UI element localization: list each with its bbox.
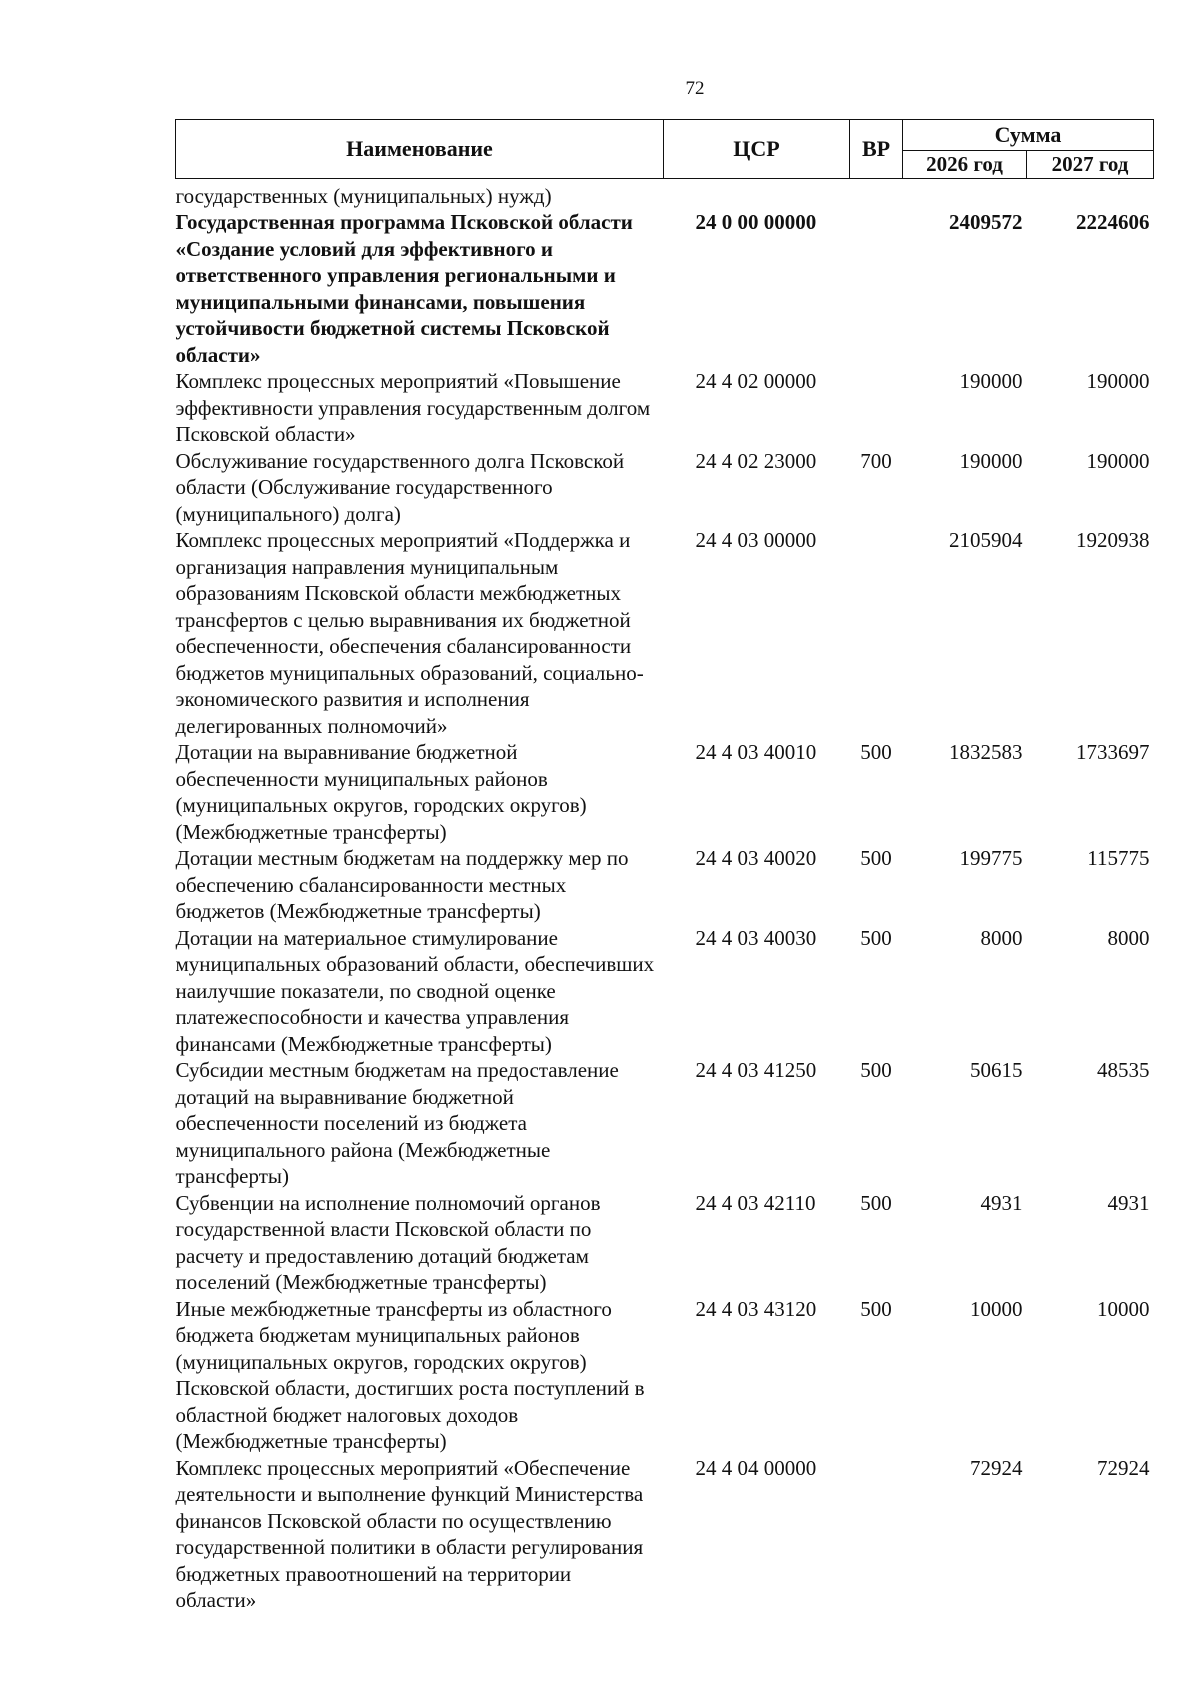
header-year-2026: 2026 год — [903, 151, 1027, 179]
row-vr — [850, 1455, 903, 1614]
row-sum-2027: 72924 — [1097, 1455, 1150, 1480]
table-row — [176, 739, 1154, 845]
table-row — [176, 845, 1154, 925]
row-sum-2026: 10000 — [970, 1296, 1023, 1321]
row-name: Комплекс процессных мероприятий «Повышение эффективности управления государственным долгом Псковской области» — [175, 369, 651, 446]
budget-table — [175, 119, 1154, 1614]
row-sum-2026: 2105904 — [949, 528, 1023, 552]
header-name: Наименование — [176, 120, 664, 179]
row-vr — [850, 209, 903, 368]
row-sum-2027: 8000 — [1107, 925, 1150, 950]
row-csr: 24 4 03 40030 — [695, 925, 817, 950]
row-sum-2026: 72924 — [970, 1455, 1023, 1480]
row-sum-2026: 4931 — [980, 1190, 1023, 1215]
row-vr — [850, 527, 903, 739]
row-csr: 24 4 02 00000 — [695, 369, 817, 393]
row-name: Субвенции на исполнение полномочий органов государственной власти Псковской области по расчету и предоставлению дотаций бюджетам поселений (Межбюджетные трансферты) — [175, 1190, 601, 1294]
row-csr: 24 4 03 40010 — [695, 740, 817, 764]
row-name: Комплекс процессных мероприятий «Поддержка и организация направления муниципальным образованиям Псковской области межбюджетных трансфертов с целью выравнивания их бюджетной обеспеченности, обеспечения сбалансированности бюджетов муниципальных образований, социально-экономического развития и исполнения делегированных полномочий» — [175, 528, 644, 738]
row-sum-2026 — [903, 178, 1027, 209]
row-name: Обслуживание государственного долга Псковской области (Обслуживание государственного (муниципального) долга) — [175, 448, 625, 526]
row-sum-2027: 115775 — [1087, 846, 1150, 870]
row-name: государственных (муниципальных) нужд) — [175, 183, 552, 208]
row-csr: 24 4 03 41250 — [695, 1058, 817, 1082]
row-sum-2027: 190000 — [1086, 448, 1150, 473]
row-csr: 24 4 04 00000 — [695, 1455, 817, 1480]
row-vr: 500 — [860, 740, 892, 764]
header-vr: ВР — [850, 120, 903, 179]
row-name: Государственная программа Псковской области «Создание условий для эффективного и ответственного управления региональными и муниципальными финансами, повышения устойчивости бюджетной системы Псковской области» — [175, 210, 633, 367]
row-csr — [664, 178, 850, 209]
row-vr — [850, 368, 903, 448]
row-sum-2027: 10000 — [1097, 1296, 1150, 1321]
table-row — [176, 1296, 1154, 1455]
header-sum: Сумма — [903, 120, 1154, 151]
table-row — [176, 1455, 1154, 1614]
row-sum-2026: 190000 — [959, 448, 1023, 473]
row-sum-2026: 1832583 — [949, 740, 1023, 764]
row-vr: 700 — [860, 448, 892, 473]
row-vr — [850, 178, 903, 209]
row-vr: 500 — [860, 1190, 892, 1215]
row-csr: 24 4 03 42110 — [695, 1190, 816, 1215]
page-number: 72 — [685, 78, 705, 99]
row-sum-2026: 199775 — [959, 846, 1023, 870]
table-row — [176, 448, 1154, 528]
table-row — [176, 178, 1154, 209]
row-sum-2027: 1733697 — [1076, 740, 1150, 764]
header-csr: ЦСР — [664, 120, 850, 179]
row-csr: 24 4 03 00000 — [695, 528, 817, 552]
row-csr: 24 0 00 00000 — [695, 210, 817, 234]
row-sum-2026: 8000 — [980, 925, 1023, 950]
table-row — [176, 209, 1154, 368]
row-name: Дотации на материальное стимулирование муниципальных образований области, обеспечивших наилучшие показатели, по сводной оценке платежеспособности и качества управления финансами (Межбюджетные трансферты) — [175, 925, 655, 1056]
row-csr: 24 4 03 40020 — [695, 846, 817, 870]
row-sum-2027: 1920938 — [1076, 528, 1150, 552]
row-vr: 500 — [860, 1296, 892, 1321]
row-vr: 500 — [860, 1058, 892, 1082]
row-name: Дотации местным бюджетам на поддержку мер по обеспечению сбалансированности местных бюджетов (Межбюджетные трансферты) — [175, 846, 629, 923]
table-header — [176, 120, 1154, 179]
table-row — [176, 1190, 1154, 1296]
row-sum-2027: 4931 — [1107, 1190, 1150, 1215]
row-sum-2027: 48535 — [1097, 1058, 1150, 1082]
row-sum-2026: 2409572 — [949, 210, 1023, 234]
row-name: Комплекс процессных мероприятий «Обеспечение деятельности и выполнение функций Министерства финансов Псковской области по осуществлению государственной политики в области регулирования бюджетных правоотношений на территории области» — [175, 1455, 644, 1612]
table-row — [176, 925, 1154, 1058]
row-vr: 500 — [860, 846, 892, 870]
row-name: Дотации на выравнивание бюджетной обеспеченности муниципальных районов (муниципальных округов, городских округов) (Межбюджетные трансферты) — [175, 740, 587, 844]
row-vr: 500 — [860, 925, 892, 950]
row-csr: 24 4 03 43120 — [695, 1296, 817, 1321]
table-row — [176, 368, 1154, 448]
row-sum-2027 — [1027, 178, 1154, 209]
row-csr: 24 4 02 23000 — [695, 448, 817, 473]
row-sum-2026: 50615 — [970, 1058, 1023, 1082]
header-year-2027: 2027 год — [1027, 151, 1154, 179]
table-body — [176, 178, 1154, 1614]
row-sum-2027: 190000 — [1086, 369, 1150, 393]
budget-sheet — [175, 119, 1153, 1614]
table-row — [176, 527, 1154, 739]
row-sum-2027: 2224606 — [1076, 210, 1150, 234]
row-name: Иные межбюджетные трансферты из областного бюджета бюджетам муниципальных районов (муниципальных округов, городских округов) Псковской области, достигших роста поступлений в областной бюджет налоговых доходов (Межбюджетные трансферты) — [175, 1296, 645, 1453]
row-name: Субсидии местным бюджетам на предоставление дотаций на выравнивание бюджетной обеспеченности поселений из бюджета муниципального района (Межбюджетные трансферты) — [175, 1058, 619, 1188]
row-sum-2026: 190000 — [959, 369, 1023, 393]
table-row — [176, 1057, 1154, 1190]
